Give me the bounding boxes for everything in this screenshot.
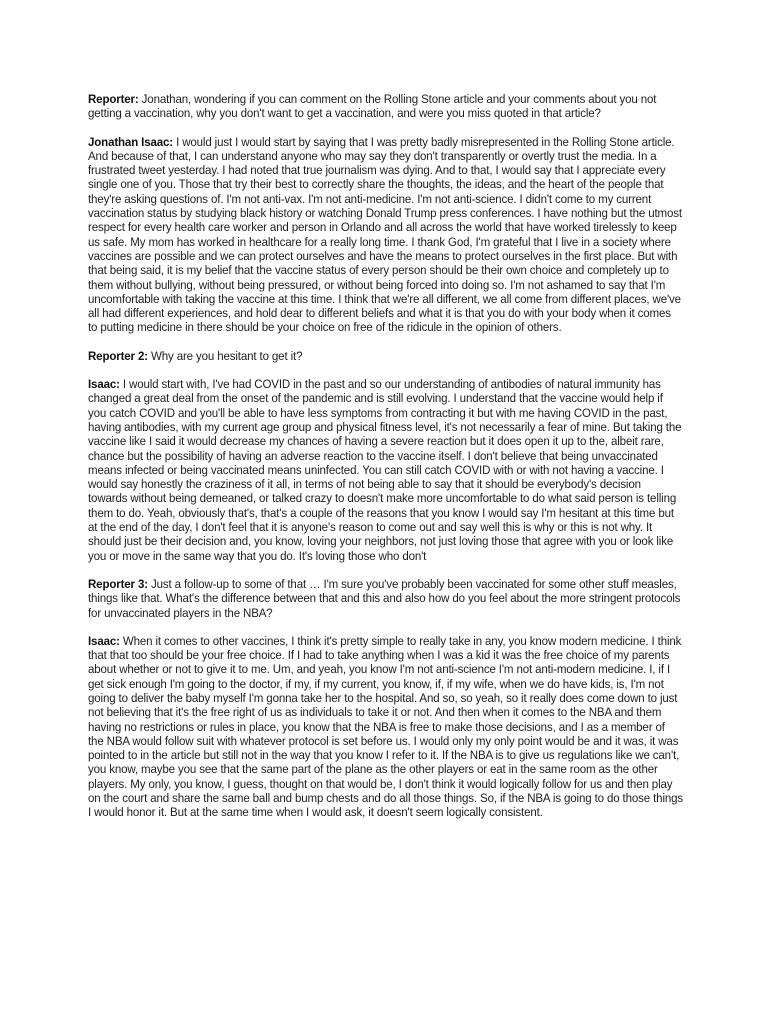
speaker-label: Isaac: [88,633,123,648]
entry-text: Why are you hesitant to get it? [151,348,303,363]
entry-text: When it comes to other vaccines, I think it's pretty simple to really take in any, you know modern medicine. I think that that too should be your free choice. If I had to take anything when I was a kid it was the free choice of my parents about whether or not to give it to me. Um, and yeah, you know I'm not anti-science I'm not anti-modern medicine. I, if I get sick enough I'm going to the doctor, if my, if my current, you know, if, if my wife, when we do have kids, is, I'm not going to deliver the baby myself I'm gonna take her to the hospital. And so, so yeah, so it really does come down to just not believing that it's the free right of us as individuals to take it or not. And then when it comes to the NBA and them having no restrictions or rules in place, you know that the NBA is free to make those decisions, and I as a member of the NBA would follow suit with whatever protocol is set before us. I would only my only point would be and it was, it was pointed to in the article but still not in the way that you know I refer to it. If the NBA is to give us regulations like we can't, you know, maybe you see that the same part of the plane as the other players or eat in the same room as the other players. My only, you know, I guess, thought on that would be, I don't think it would logically follow for us and then play on the court and share the same ball and bump chests and do all those things. So, if the NBA is going to do those things I would honor it. But at the same time when I would ask, it doesn't seem logically consistent. [88,633,684,820]
speaker-label: Isaac: [88,377,123,392]
transcript-entry [88,92,683,121]
entry-text: Just a follow-up to some of that … I'm sure you've probably been vaccinated for some other stuff measles, things like that. What's the difference between that and this and also how do you feel about the more stringent protocols for unvaccinated players in the NBA? [88,576,681,620]
transcript-entry [88,577,683,620]
speaker-label: Reporter 3: [88,576,152,591]
transcript-entry [88,377,683,563]
speaker-label: Reporter: [88,92,142,106]
entry-text: I would start with, I've had COVID in the past and so our understanding of antibodies of natural immunity has changed a great deal from the onset of the pandemic and is still evolving. I understand that the vaccine would help if you catch COVID and you'll be able to have less symptoms from contracting it but with me having COVID in the past, having antibodies, with my current age group and physical fitness level, it's not necessarily a fear of mine. But taking the vaccine like I said it would decrease my chances of having a severe reaction but it does open it up to the, albeit rare, chance but the possibility of having an adverse reaction to the vaccine itself. I don't believe that being unvaccinated means infected or being vaccinated means uninfected. You can still catch COVID with or with not having a vaccine. I would say honestly the craziness of it all, in terms of not being able to say that it should be everybody's decision towards without being demeaned, or talked crazy to doesn't make more uncomfortable to do what said person is telling them to do. Yeah, obviously that's, that's a couple of the reasons that you know I would say I'm hesitant at this time but at the end of the day, I don't feel that it is anyone's reason to come out and say well this is why or this is not why. It should just be their decision and, you know, loving your neighbors, not just loving those that agree with you or look like you or move in the same way that you do. It's loving those who don't [88,377,682,563]
transcript-entry [88,135,683,335]
entry-text: I would just I would start by saying that I was pretty badly misrepresented in the Rolling Stone article. And because of that, I can understand anyone who may say they don't transparently or overtly trust the media. In a frustrated tweet yesterday. I had noted that true journalism was dying. And to that, I would say that I appreciate every single one of you. Those that try their best to correctly share the thoughts, the ideas, and the heart of the people that they're asking questions of. I'm not anti-vax. I'm not anti-medicine. I'm not anti-science. I didn't come to my current vaccination status by studying black history or watching Donald Trump press conferences. I have nothing but the utmost respect for every health care worker and person in Orlando and all across the world that have worked tirelessly to keep us safe. My mom has worked in healthcare for a really long time. I thank God, I'm grateful that I live in a society where vaccines are possible and we can protect ourselves and have the means to protect ourselves in the first place. But with that being said, it is my belief that the vaccine status of every person should be their own choice and completely up to them without bullying, without being pressured, or without being forced into doing so. I'm not ashamed to say that I'm uncomfortable with taking the vaccine at this time. I think that we're all different, we all come from different places, we've all had different experiences, and hold dear to different beliefs and what it is that you do with your body when it comes to putting medicine in there should be your choice on free of the ridicule in the opinion of others. [88,134,682,335]
entry-text: Jonathan, wondering if you can comment on the Rolling Stone article and your comments about you not getting a vaccination, why you don't want to get a vaccination, and were you miss quoted in that article? [88,92,657,121]
transcript-body [88,92,683,834]
speaker-label: Jonathan Isaac: [88,134,177,149]
speaker-label: Reporter 2: [88,348,152,363]
transcript-entry [88,634,683,820]
transcript-entry [88,349,683,363]
